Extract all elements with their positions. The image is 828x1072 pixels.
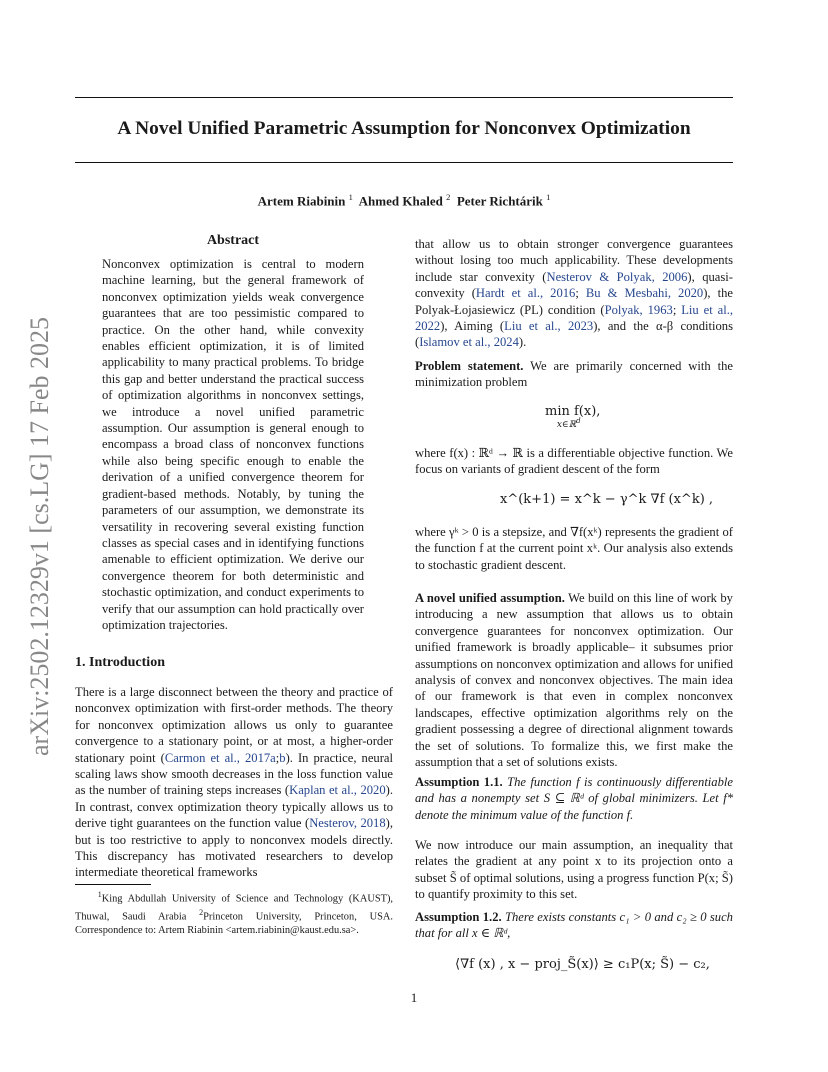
paragraph: [415, 236, 733, 351]
text-run: ), quasi-convexity (: [415, 269, 733, 301]
text-run: King Abdullah University of Science and Technology (KAUST), Thuwal, Saudi Arabia: [75, 893, 394, 923]
text-run: ). In contrast, convex optimization theory typically allows us to derive tight guarantees on the function value (: [75, 783, 393, 831]
equation-main: min f(x),: [545, 404, 601, 419]
abstract-paragraph: Nonconvex optimization is central to modern machine learning, but the general framework of nonconvex optimization yields weak convergence guarantees that are too pessimistic compared to practice. On the other hand, while convexity enables efficient optimization, it is of limited applicability to many practical problems. To bridge this gap and better understand the practical success of optimization algorithms in nonconvex settings, we introduce a novel unified parametric assumption. Our assumption is general enough to encompass a broad class of nonconvex functions while also being specific enough to enable the derivation of a unified convergence theorem for gradient-based methods. Notably, by tuning the parameters of our assumption, we demonstrate its versatility in recovering several existing function classes as special cases and in identifying functions amenable to efficient optimization. We derive our convergence theorem for both deterministic and stochastic optimization, and conduct experiments to verify that our assumption can hold practically over optimization trajectories.: [102, 257, 364, 632]
assumption-text: The function f is continuously differentiable and has a nonempty set S ⊆ ℝᵈ of global minimizers. Let f* denote the minimum value of the function f.: [415, 775, 733, 822]
subscript-superscript: d: [576, 417, 581, 425]
arxiv-stamp: arXiv:2502.12329v1 [cs.LG] 17 Feb 2025: [25, 316, 54, 756]
text-run: ;: [672, 302, 682, 317]
footnote-paragraph: [75, 888, 393, 937]
assumption-1-2: [415, 909, 733, 942]
citation-link[interactable]: Bu & Mesbahi, 2020: [585, 286, 704, 301]
paragraph: [415, 358, 733, 391]
main-assumption-intro: [415, 837, 733, 903]
citation-link[interactable]: Kaplan et al., 2020: [289, 783, 386, 798]
author-name: Ahmed Khaled: [358, 193, 443, 209]
citation-link[interactable]: b: [279, 750, 286, 765]
text-run: that allow us to obtain stronger convergence guarantees without losing too much applicability. These developments include star convexity (: [415, 237, 733, 284]
paragraph: We now introduce our main assumption, an inequality that relates the gradient at any point x to its projection onto a subset S̃ of optimal solutions, using a progress function P(x; S̃) to quantify proximity to this set.: [415, 838, 733, 902]
text-run: ;: [575, 286, 586, 301]
author-name: Artem Riabinin: [257, 193, 346, 209]
paragraph: [415, 590, 733, 770]
problem-statement-paragraph: [415, 358, 733, 391]
author-name: Peter Richtárik: [456, 193, 543, 209]
author-list: [75, 192, 733, 209]
objective-description: [415, 445, 733, 478]
footnote-marker: 1: [97, 890, 102, 899]
assumption-text: There exists constants c₁ > 0 and c₂ ≥ 0 such that for all x ∈ ℝᵈ,: [415, 910, 733, 941]
abstract-heading: Abstract: [206, 233, 260, 248]
title-bottom-rule: [75, 162, 733, 163]
equation-main-assumption: ⟨∇f (x) , x − proj_S̃(x)⟩ ≥ c₁P(x; S̃) − c₂,: [455, 957, 710, 972]
stepsize-description: [415, 524, 733, 573]
paper-title: A Novel Unified Parametric Assumption for Nonconvex Optimization: [117, 118, 691, 139]
paragraph: [415, 909, 733, 942]
paragraph: where γᵏ > 0 is a stepsize, and ∇f(xᵏ) represents the gradient of the function f at the current point xᵏ. Our analysis also extends to stochastic gradient descent.: [415, 525, 733, 572]
paragraph: [415, 774, 733, 823]
citation-link[interactable]: Liu et al., 2022: [415, 302, 733, 334]
footnote-rule: [75, 884, 151, 885]
abstract-text: [102, 256, 364, 633]
equation-gradient-descent: x^(k+1) = x^k − γ^k ∇f (x^k) ,: [500, 492, 714, 507]
section-heading-introduction: 1. Introduction: [75, 655, 165, 670]
text-run: ), and the α-β conditions (: [415, 319, 733, 350]
assumption-1-1: [415, 774, 733, 823]
citation-link[interactable]: Liu et al., 2023: [504, 319, 594, 334]
citation-link[interactable]: Nesterov, 2018: [309, 816, 386, 831]
novel-assumption-paragraph: [415, 590, 733, 770]
author-affiliation-marker: 2: [446, 192, 451, 202]
text-run: ), Aiming (: [440, 319, 505, 334]
text-run: There is a large disconnect between the theory and practice of nonconvex optimization with first-order methods. The theory for nonconvex optimization allows us only to guarantee convergence to a stationary point, or at most, a higher-order stationary point (: [75, 685, 393, 765]
right-column-paragraph-1: [415, 236, 733, 351]
text-run: ).: [518, 335, 527, 350]
text-run: We build on this line of work by introducing a new assumption that allows us to obtain convergence guarantees for nonconvex optimization. Our unified framework is broadly applicable– it subsumes prior assumptions on nonconvex optimization and allows for unified analysis of convex and nonconvex objectives. The main idea of our framework is that even in complex nonconvex landscapes, effective optimization algorithms rely on the gradient possessing a degree of directional alignment towards the set of solutions. To formalize this, we first make the assumption that a set of solutions exists.: [415, 591, 733, 770]
affiliation-footnote: [75, 888, 393, 937]
equation-minimization: [545, 404, 600, 430]
text-run: ). In practice, neural scaling laws show smooth decreases in the loss function value as the number of training steps increases (: [75, 750, 393, 798]
text-run: We are primarily concerned with the minimization problem: [415, 359, 733, 390]
text-run: ), but is too restrictive to apply to nonconvex models directly. This discrepancy has motivated researchers to develop intermediate theoretical frameworks: [75, 816, 393, 880]
paragraph-heading: Problem statement.: [415, 359, 524, 373]
citation-link[interactable]: Hardt et al., 2016: [475, 286, 576, 301]
intro-paragraph: [75, 684, 393, 881]
introduction-text: [75, 684, 393, 881]
text-run: ), the Polyak-Łojasiewicz (PL) condition (: [415, 286, 733, 317]
citation-link[interactable]: Polyak, 1963: [604, 302, 673, 317]
paragraph-heading: A novel unified assumption.: [415, 591, 565, 605]
subscript-text: x∈ℝ: [556, 420, 577, 430]
paragraph: where f(x) : ℝᵈ → ℝ is a differentiable objective function. We focus on variants of gradient descent of the form: [415, 446, 733, 477]
citation-link[interactable]: Nesterov & Polyak, 2006: [546, 269, 688, 284]
page-number: 1: [410, 990, 418, 1005]
citation-link[interactable]: Islamov et al., 2024: [419, 335, 519, 350]
text-run: Princeton University, Princeton, USA. Correspondence to: Artem Riabinin <artem.riabinin@kaust.edu.sa>.: [75, 911, 393, 936]
assumption-heading: Assumption 1.2.: [415, 910, 502, 924]
title-top-rule: [75, 97, 733, 98]
author-affiliation-marker: 1: [546, 192, 551, 202]
citation-link[interactable]: Carmon et al., 2017a: [164, 750, 276, 765]
author-affiliation-marker: 1: [348, 192, 353, 202]
text-run: ;: [275, 750, 280, 765]
assumption-heading: Assumption 1.1.: [415, 775, 503, 789]
footnote-marker: 2: [199, 907, 204, 917]
